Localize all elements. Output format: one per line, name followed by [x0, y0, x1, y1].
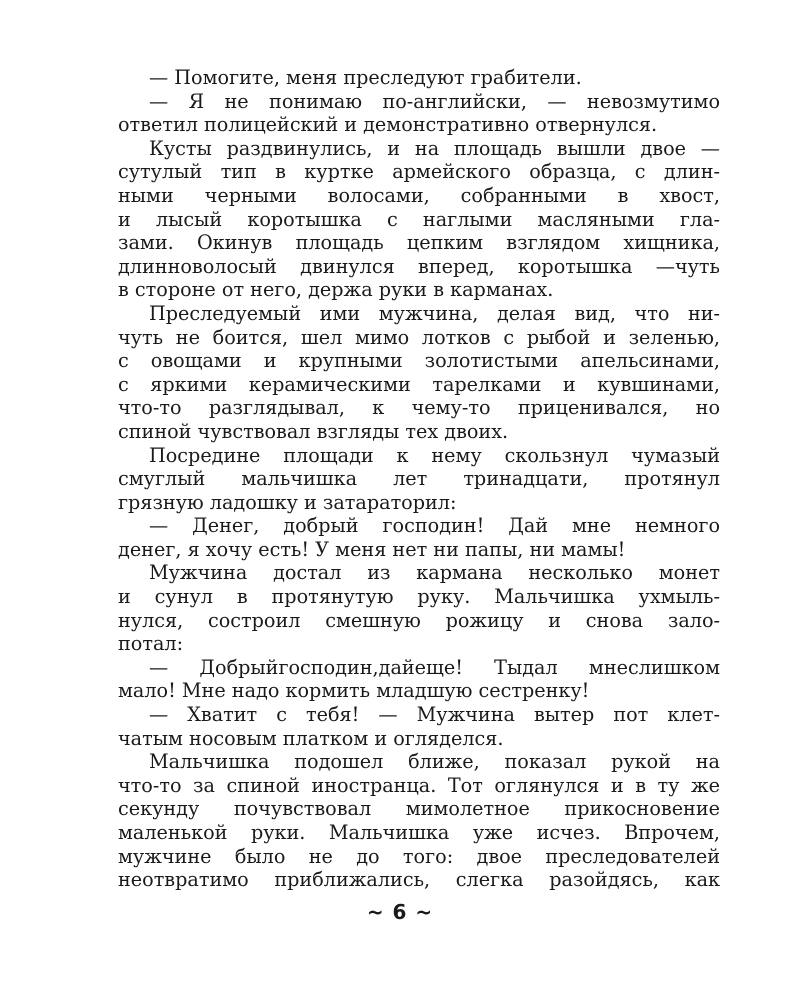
paragraph	[118, 703, 720, 750]
paragraph	[118, 656, 720, 703]
text-line: сутулый тип в куртке армейского образца, с длин-	[118, 160, 720, 184]
paragraph	[118, 66, 720, 90]
paragraph	[118, 137, 720, 302]
text-line: ными черными волосами, собранными в хвост,	[118, 183, 720, 207]
text-line: грязную ладошку и затараторил:	[118, 490, 457, 514]
book-page-text	[118, 66, 720, 892]
paragraph	[118, 561, 720, 655]
paragraph	[118, 90, 720, 137]
text-line: — Денег, добрый господин! Дай мне немного	[149, 514, 720, 538]
text-line: что-то за спиной иностранца. Тот оглянулся и в ту же	[118, 773, 720, 797]
text-line: смуглый мальчишка лет тринадцати, протянул	[118, 467, 720, 491]
text-line: что-то разглядывал, к чему-то приценивался, но	[118, 396, 720, 420]
text-line: потал:	[118, 632, 184, 656]
text-line: и сунул в протянутую руку. Мальчишка ухмыль-	[118, 585, 720, 609]
text-line: Преследуемый ими мужчина, делая вид, что ни-	[149, 301, 720, 325]
text-line: спиной чувствовал взгляды тех двоих.	[118, 419, 509, 443]
text-line: — Помогите, меня преследуют грабители.	[149, 66, 582, 89]
text-line: ответил полицейский и демонстративно отвернулся.	[118, 113, 658, 137]
text-line: мужчине было не до того: двое преследователей	[118, 844, 720, 868]
text-line: мало! Мне надо кормить младшую сестренку!	[118, 679, 590, 703]
text-line: Кусты раздвинулись, и на площадь вышли двое —	[149, 136, 720, 160]
text-line: с яркими керамическими тарелками и кувшинами,	[118, 372, 720, 396]
paragraph	[118, 302, 720, 444]
paragraph	[118, 514, 720, 561]
text-line: маленькой руки. Мальчишка уже исчез. Впрочем,	[118, 821, 720, 844]
text-line: денег, я хочу есть! У меня нет ни папы, ни мамы!	[118, 537, 626, 561]
text-line: длинноволосый двинулся вперед, коротышка —чуть	[118, 254, 720, 278]
text-line: чатым носовым платком и огляделся.	[118, 726, 504, 750]
text-line: в стороне от него, держа руки в карманах.	[118, 278, 554, 302]
text-line: зами. Окинув площадь цепким взглядом хищника,	[118, 231, 720, 255]
text-line: — Добрыйгосподин,дайеще! Тыдал мнеслишком	[149, 655, 720, 679]
text-line: — Я не понимаю по-английски, — невозмутимо	[149, 89, 720, 113]
paragraph	[118, 444, 720, 515]
text-line: секунду почувствовал мимолетное прикосновение	[118, 797, 720, 821]
text-line: — Хватит с тебя! — Мужчина вытер пот клет-	[149, 703, 720, 727]
page-number: ~ 6 ~	[366, 900, 434, 924]
text-line: Мальчишка подошел ближе, показал рукой на	[149, 750, 720, 774]
text-line: неотвратимо приближались, слегка разойдясь, как	[118, 868, 720, 892]
text-line: чуть не боится, шел мимо лотков с рыбой и зеленью,	[118, 325, 720, 349]
paragraph	[118, 750, 720, 892]
text-line: Мужчина достал из кармана несколько монет	[149, 561, 720, 585]
text-line: с овощами и крупными золотистыми апельсинами,	[118, 349, 720, 373]
text-line: и лысый коротышка с наглыми масляными гла-	[118, 207, 720, 231]
text-line: нулся, состроил смешную рожицу и снова зало-	[118, 608, 720, 632]
text-line: Посредине площади к нему скользнул чумазый	[149, 443, 720, 467]
